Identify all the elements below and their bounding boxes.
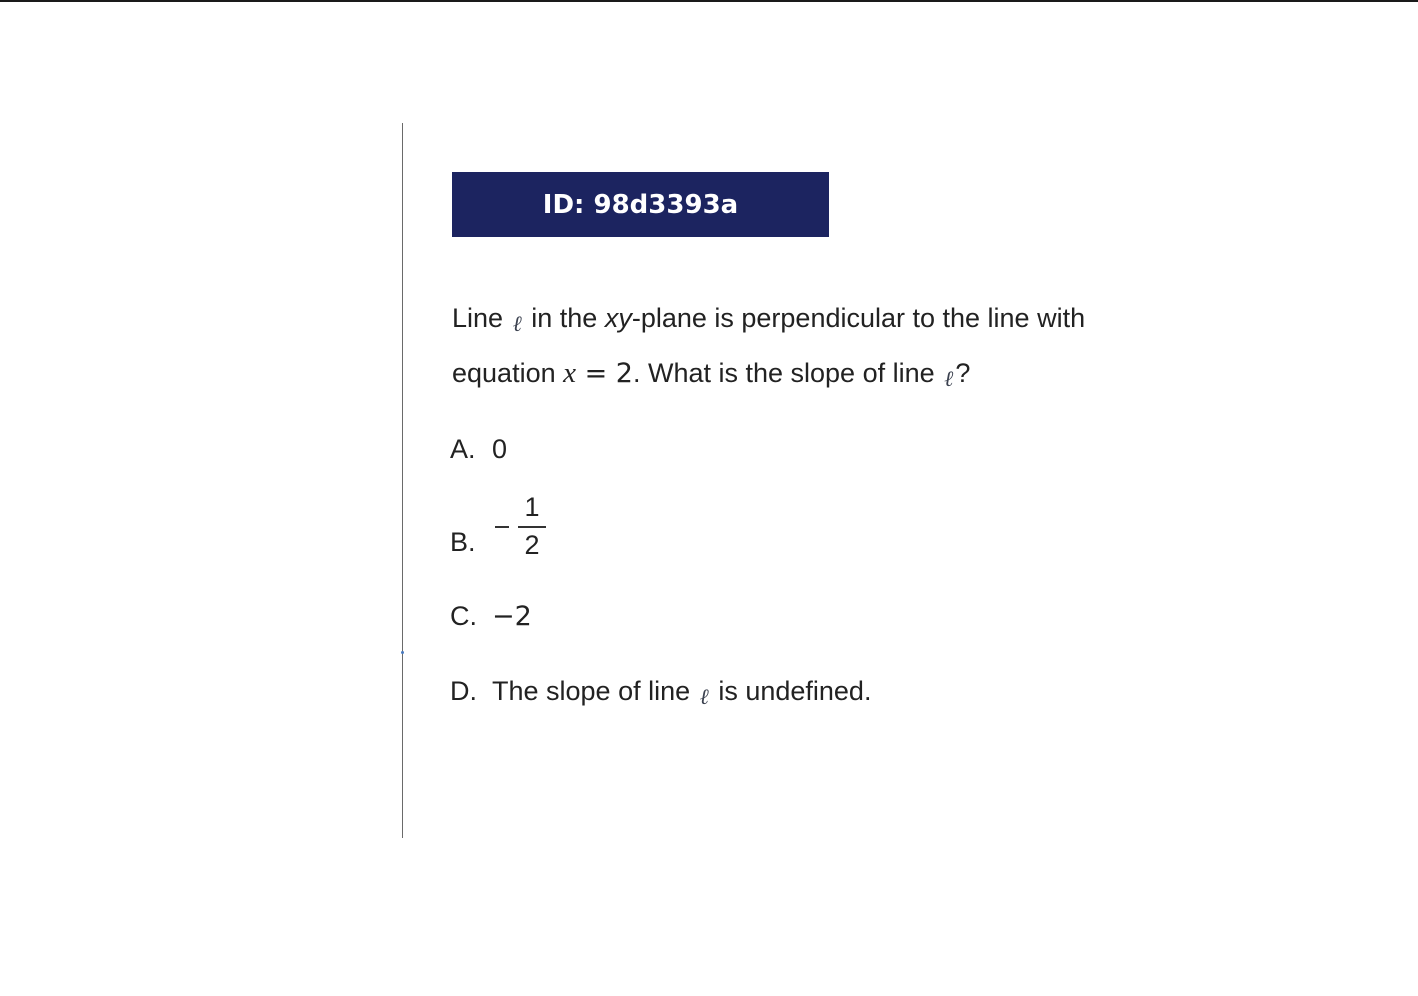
- choice-b[interactable]: [450, 527, 492, 558]
- line-l-symbol: ℓ: [944, 367, 954, 392]
- question-part-3: -plane is perpendicular to the line with equation: [452, 303, 1086, 388]
- question-part-2: in the: [531, 303, 598, 333]
- margin-marker-dot: [401, 651, 404, 654]
- choice-d[interactable]: [450, 676, 872, 710]
- choice-a-letter: A.: [450, 434, 476, 464]
- fraction-numerator: 1: [524, 492, 540, 522]
- question-id-label: ID: 98d3393a: [542, 189, 739, 220]
- choice-a-text: 0: [492, 434, 508, 464]
- fraction-denominator: 2: [524, 530, 540, 560]
- choice-d-letter: D.: [450, 676, 477, 706]
- choice-b-letter: B.: [450, 527, 476, 557]
- choice-c-text: −2: [492, 601, 532, 632]
- top-border: [0, 0, 1418, 2]
- choice-d-text-after: is undefined.: [718, 676, 872, 706]
- line-l-symbol: ℓ: [699, 685, 709, 710]
- choice-a[interactable]: [450, 434, 507, 465]
- x-variable: x: [563, 357, 576, 389]
- equation-rhs: = 2: [576, 358, 633, 389]
- question-part-4: . What is the slope of line: [632, 358, 935, 388]
- question-mark: ?: [955, 358, 971, 388]
- choice-c-letter: C.: [450, 601, 477, 631]
- choice-d-text-before: The slope of line: [492, 676, 691, 706]
- xy-variable: xy: [604, 303, 632, 333]
- question-text: [452, 292, 1172, 402]
- choice-b-fraction: [493, 490, 553, 566]
- fraction-minus-sign: [495, 526, 509, 528]
- question-id-banner: [452, 172, 829, 237]
- left-margin-rule: [402, 123, 403, 838]
- line-l-symbol: ℓ: [512, 312, 522, 337]
- fraction-bar: [518, 526, 546, 528]
- choice-c[interactable]: [450, 601, 532, 632]
- question-part-1: Line: [452, 303, 504, 333]
